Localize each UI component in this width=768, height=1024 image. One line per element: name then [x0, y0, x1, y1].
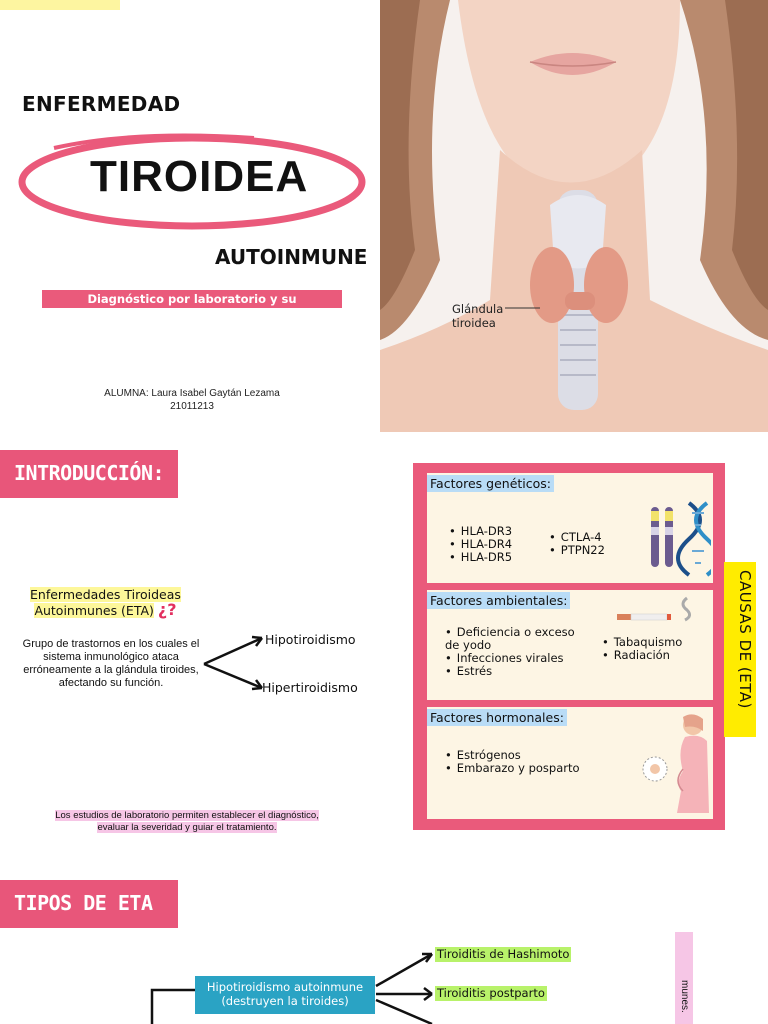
cut-off-tag	[0, 0, 120, 10]
list-item: • Infecciones virales	[445, 652, 575, 665]
list-item: • Radiación	[602, 649, 682, 662]
list-item: • Deficiencia o exceso de yodo	[445, 626, 575, 652]
hormonal-factors-title: Factores hormonales:	[427, 709, 567, 726]
gland-label-line2: tiroidea	[452, 316, 496, 330]
title-suffix: AUTOINMUNE	[215, 245, 368, 269]
list-item: • Embarazo y posparto	[445, 762, 580, 775]
eta-title	[30, 587, 181, 618]
dna-chromosome-icon	[649, 501, 711, 577]
hormonal-list	[445, 749, 580, 775]
neck-thyroid-illustration	[380, 0, 768, 432]
hashimoto-tag: Tiroiditis de Hashimoto	[437, 947, 570, 961]
genetic-factors-title: Factores genéticos:	[427, 475, 554, 492]
intro-header: INTRODUCCIÓN:	[0, 450, 178, 498]
pregnant-woman-icon	[633, 711, 713, 815]
list-item: • Estrés	[445, 665, 575, 678]
student-id: 21011213	[170, 401, 214, 412]
causes-panel	[413, 463, 725, 830]
hyperthyroidism-label: Hipertiroidismo	[262, 680, 358, 695]
cigarette-icon	[613, 596, 693, 626]
list-item: • HLA-DR4	[449, 538, 512, 551]
causes-side-text: CAUSAS DE (ETA)	[736, 570, 754, 709]
question-mark: ¿?	[157, 600, 177, 619]
genetic-list-b	[549, 531, 605, 557]
side-note	[675, 932, 693, 1024]
student-info	[92, 387, 292, 413]
eta-title-line2: Autoinmunes (ETA)	[34, 603, 154, 618]
student-name: ALUMNA: Laura Isabel Gaytán Lezama	[104, 388, 280, 399]
title-prefix: ENFERMEDAD	[22, 92, 181, 116]
postpartum-tag: Tiroiditis postparto	[437, 986, 545, 1000]
environmental-factors-box	[427, 590, 713, 700]
eta-description: Grupo de trastornos en los cuales el sistema inmunológico ataca erróneamente a la glándula tiroides, afectando su función.	[22, 638, 200, 689]
autoimmune-hypothyroidism-box	[195, 976, 375, 1014]
lab-note-text: Los estudios de laboratorio permiten establecer el diagnóstico, evaluar la severidad y guiar el tratamiento.	[55, 810, 319, 833]
eta-title-line1: Enfermedades Tiroideas	[30, 587, 181, 602]
environmental-factors-title: Factores ambientales:	[427, 592, 570, 609]
gland-label-line1: Glándula	[452, 302, 504, 316]
lab-note	[52, 810, 322, 834]
branch-arrows	[200, 628, 270, 698]
list-item: • HLA-DR5	[449, 551, 512, 564]
list-item: • PTPN22	[549, 544, 605, 557]
main-title: TIROIDEA	[90, 152, 309, 201]
hypothyroidism-label: Hipotiroidismo	[265, 632, 356, 647]
subtitle-banner: Diagnóstico por laboratorio y su interpretación	[42, 290, 342, 308]
environmental-list-a	[445, 626, 575, 678]
list-item: • Tabaquismo	[602, 636, 682, 649]
hypo-box-line1: Hipotiroidismo autoinmune	[206, 980, 364, 994]
genetic-list-a	[449, 525, 512, 564]
list-item: • CTLA-4	[549, 531, 605, 544]
environmental-list-b	[602, 636, 682, 662]
hypo-box-line2: (destruyen la tiroides)	[221, 994, 349, 1008]
causes-side-label	[724, 562, 756, 737]
types-header: TIPOS DE ETA	[0, 880, 178, 928]
side-note-text: munes.	[679, 980, 690, 1013]
hormonal-factors-box	[427, 707, 713, 819]
genetic-factors-box	[427, 473, 713, 583]
list-item: • HLA-DR3	[449, 525, 512, 538]
list-item: • Estrógenos	[445, 749, 580, 762]
gland-label	[452, 302, 503, 330]
